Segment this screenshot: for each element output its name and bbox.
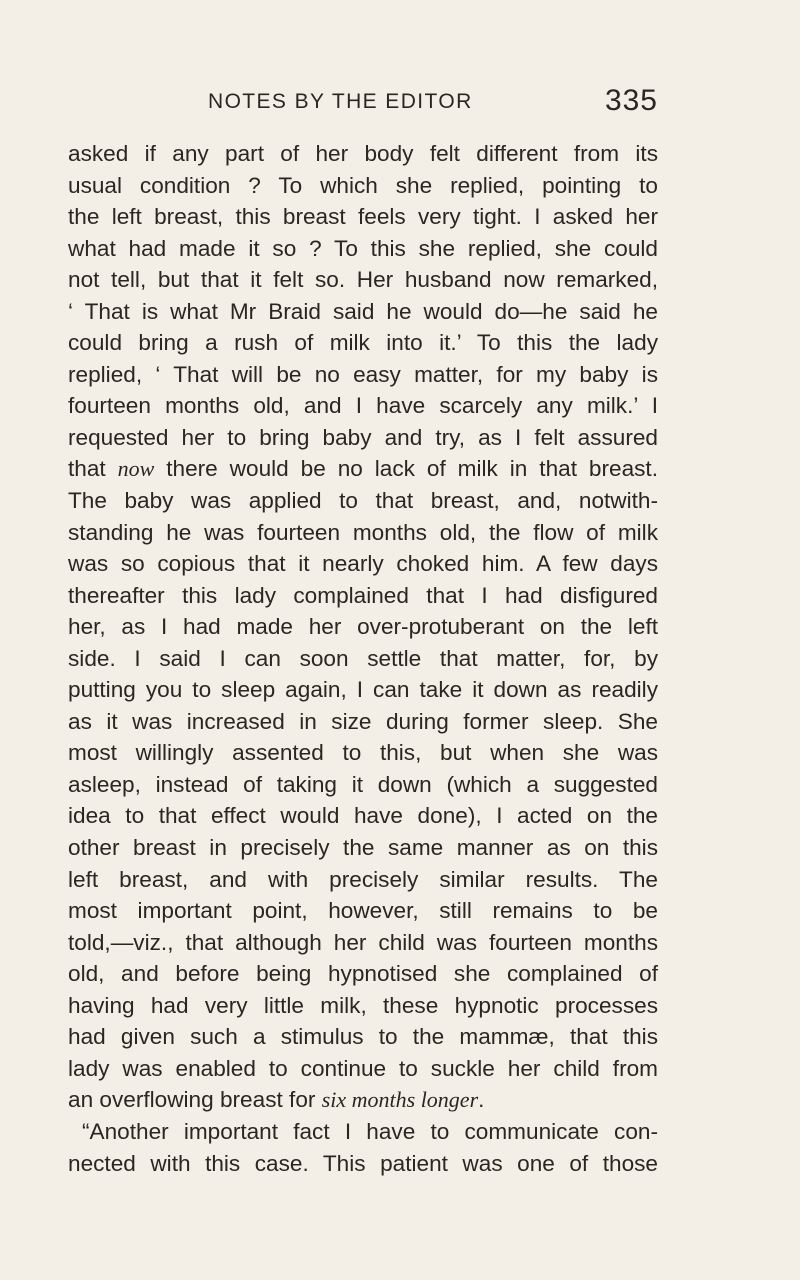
text-line: asleep, instead of taking it down (which a suggested — [68, 771, 658, 797]
text-line: what had made it so ? To this she replied, she could — [68, 235, 658, 261]
text-line: side. I said I can soon settle that matter, for, by — [68, 645, 658, 671]
text-run: an overflowing breast for — [68, 1087, 322, 1113]
page-number: 335 — [604, 84, 658, 117]
text-line: idea to that effect would have done), I acted on the — [68, 803, 658, 829]
running-head-title: NOTES BY THE EDITOR — [208, 90, 473, 113]
text-line: the left breast, this breast feels very tight. I asked her — [68, 204, 658, 230]
text-line: asked if any part of her body felt different from its — [68, 141, 658, 166]
text-line: old, and before being hypnotised she complained of — [68, 961, 658, 987]
text-line: told,—viz., that although her child was fourteen months — [68, 929, 658, 955]
text-line: replied, ‘ That will be no easy matter, for my baby is — [68, 361, 658, 387]
text-line — [68, 453, 658, 485]
text-line: left breast, and with precisely similar results. The — [68, 866, 658, 892]
text-line: lady was enabled to continue to suckle her child from — [68, 1055, 658, 1081]
body-text — [68, 138, 658, 1179]
text-line: most willingly assented to this, but when she was — [68, 740, 658, 766]
text-line: requested her to bring baby and try, as I felt assured — [68, 424, 658, 450]
text-line: not tell, but that it felt so. Her husband now remarked, — [68, 267, 658, 293]
italic-text: six months longer — [321, 1087, 479, 1113]
text-line: could bring a rush of milk into it.’ To this the lady — [68, 330, 658, 356]
text-line — [68, 1084, 658, 1116]
text-line: had given such a stimulus to the mammæ, that this — [68, 1024, 658, 1050]
text-line: most important point, however, still remains to be — [68, 898, 658, 924]
text-line: as it was increased in size during former sleep. She — [68, 708, 658, 734]
italic-text: now — [117, 456, 155, 482]
text-line: ‘ That is what Mr Braid said he would do—he said he — [68, 298, 658, 324]
text-run: there would be no lack of milk in that breast. — [154, 456, 658, 482]
text-line: putting you to sleep again, I can take it down as readily — [68, 677, 658, 703]
text-run: . — [478, 1087, 485, 1113]
text-line: other breast in precisely the same manner as on this — [68, 835, 658, 861]
text-line: having had very little milk, these hypnotic processes — [68, 992, 658, 1018]
running-head — [68, 84, 658, 128]
text-line: usual condition ? To which she replied, pointing to — [68, 172, 658, 198]
text-line: her, as I had made her over-protuberant on the left — [68, 614, 658, 640]
text-line: thereafter this lady complained that I had disfigured — [68, 582, 658, 608]
text-run: that — [68, 456, 118, 482]
text-line: nected with this case. This patient was one of those — [68, 1150, 658, 1176]
text-line: was so copious that it nearly choked him. A few days — [68, 551, 658, 577]
text-line: The baby was applied to that breast, and, notwith- — [68, 488, 658, 514]
text-line: standing he was fourteen months old, the flow of milk — [68, 519, 658, 545]
text-line: fourteen months old, and I have scarcely any milk.’ I — [68, 393, 658, 419]
text-line: “Another important fact I have to communicate con- — [82, 1118, 658, 1144]
